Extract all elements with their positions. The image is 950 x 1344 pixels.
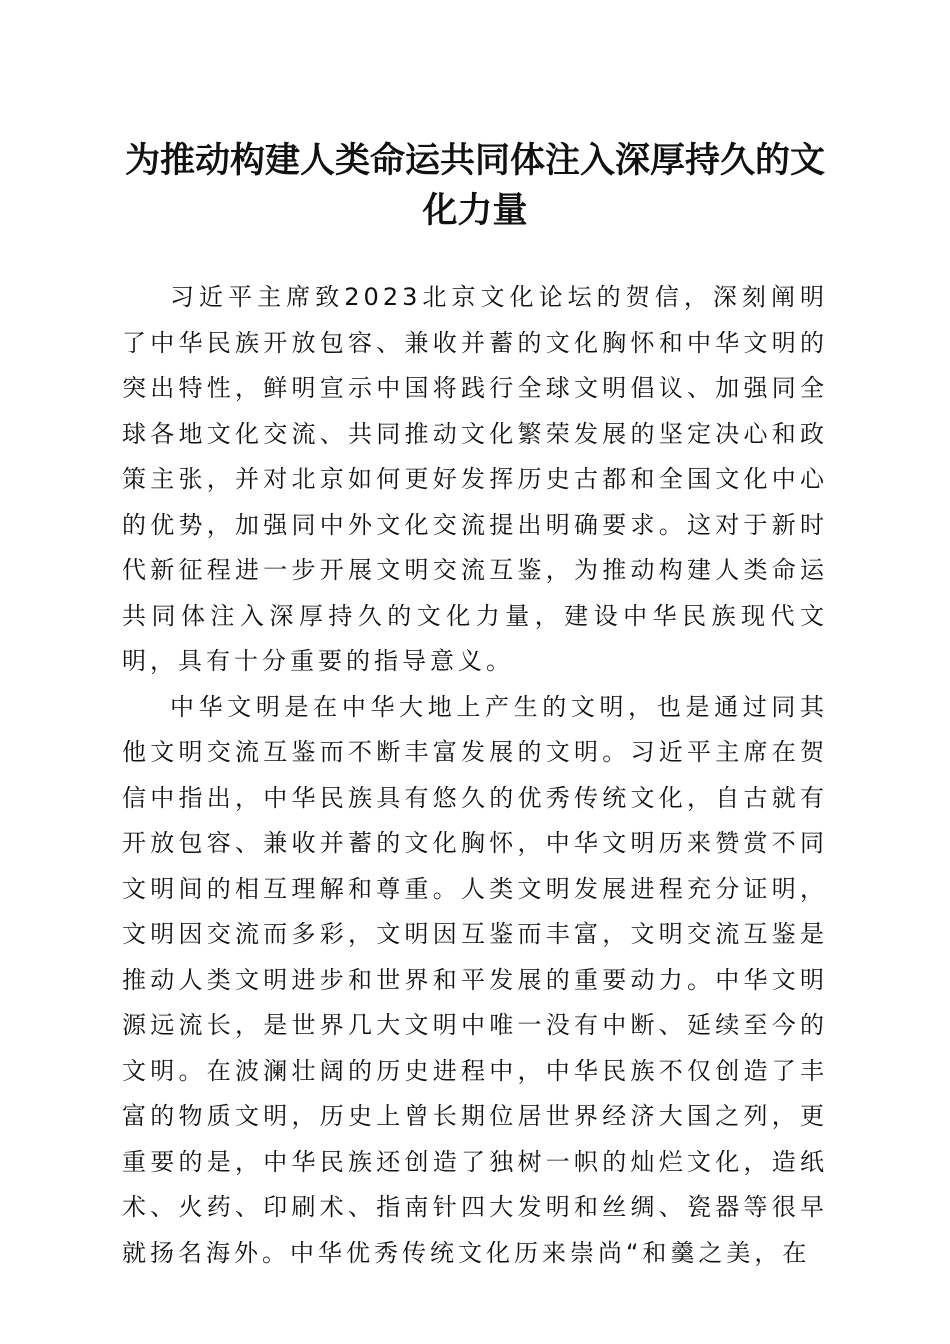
paragraph-1: 习近平主席致2023北京文化论坛的贺信，深刻阐明了中华民族开放包容、兼收并蓄的文化胸怀和中华文明的突出特性，鲜明宣示中国将践行全球文明倡议、加强同全球各地文化交流、共同推动文化繁荣发展的坚定决心和政策主张，并对北京如何更好发挥历史古都和全国文化中心的优势，加强同中外文化交流提出明确要求。这对于新时代新征程进一步开展文明交流互鉴，为推动构建人类命运共同体注入深厚持久的文化力量，建设中华民族现代文明，具有十分重要的指导意义。 — [122, 283, 828, 675]
paragraph-2: 中华文明是在中华大地上产生的文明，也是通过同其他文明交流互鉴而不断丰富发展的文明。习近平主席在贺信中指出，中华民族具有悠久的优秀传统文化，自古就有开放包容、兼收并蓄的文化胸怀，中华文明历来赞赏不同文明间的相互理解和尊重。人类文明发展进程充分证明，文明因交流而多彩，文明因互鉴而丰富，文明交流互鉴是推动人类文明进步和世界和平发展的重要动力。中华文明源远流长，是世界几大文明中唯一没有中断、延续至今的文明。在波澜壮阔的历史进程中，中华民族不仅创造了丰富的物质文明，历史上曾长期位居世界经济大国之列，更重要的是，中华民族还创造了独树一帜的灿烂文化，造纸术、火药、印刷术、指南针四大发明和丝绸、瓷器等很早就扬名海外。中华优秀传统文化历来崇尚“和羹之美，在 — [122, 692, 828, 1267]
document-body — [122, 275, 828, 1276]
document-title: 为推动构建人类命运共同体注入深厚持久的文化力量 — [124, 140, 825, 231]
